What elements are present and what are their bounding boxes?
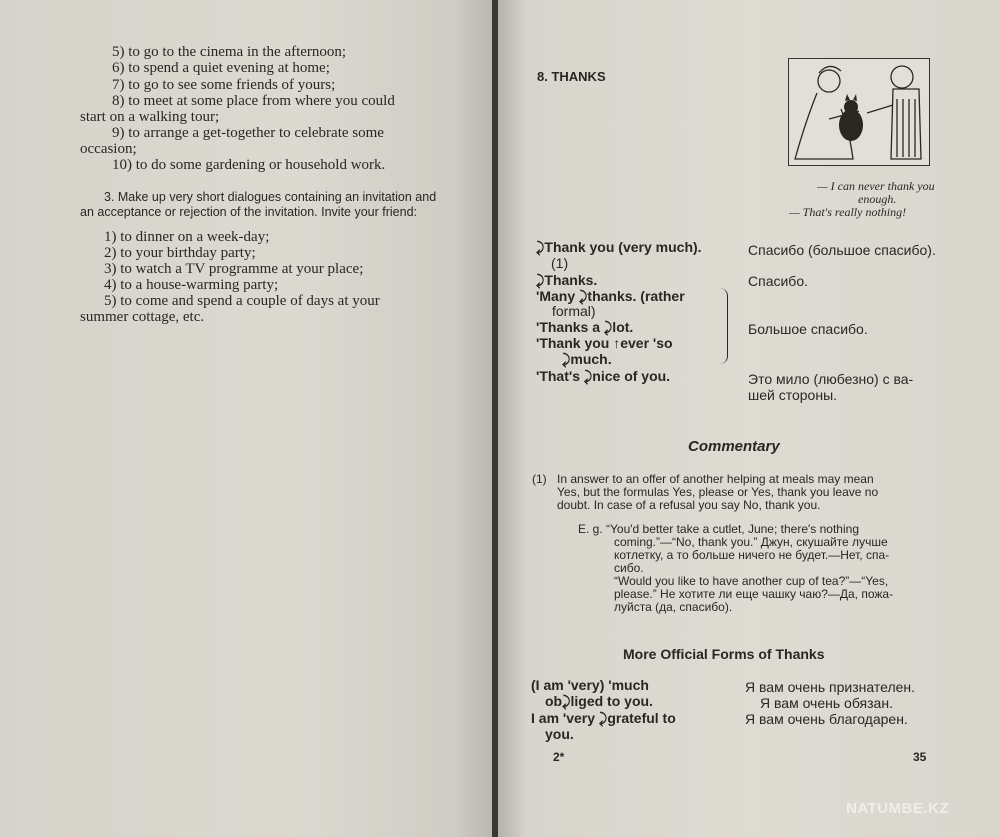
list-item: 7) to go to see some friends of yours; (112, 77, 336, 93)
phrase: (I am 'very) 'much (531, 677, 649, 693)
exercise-instruction: an acceptance or rejection of the invitation. Invite your friend: (80, 205, 417, 219)
translation: Это мило (любезно) с ва- (748, 371, 914, 387)
list-item: occasion; (80, 141, 137, 157)
list-item: 4) to a house-warming party; (104, 277, 279, 293)
example-text: сибо. (614, 561, 644, 575)
translation: Большое спасибо. (748, 321, 868, 337)
illustration-caption: enough. (858, 192, 897, 206)
example-text: coming.”—“No, thank you.” Джун, скушайте лучше (614, 535, 888, 549)
list-item: 3) to watch a TV programme at your place; (104, 261, 364, 277)
phrase: ⤸Thanks. (536, 272, 598, 288)
commentary-text: Yes, but the formulas Yes, please or Yes, thank you leave no (557, 485, 879, 499)
translation: Я вам очень обязан. (760, 695, 893, 711)
phrase: 'Thanks a ⤸lot. (536, 319, 634, 335)
commentary-text: doubt. In case of a refusal you say No, thank you. (557, 498, 821, 512)
translation: Спасибо (большое спасибо). (748, 242, 936, 258)
section-title: 8. THANKS (537, 69, 606, 84)
page-number: 35 (913, 750, 927, 764)
example-text: E. g. “You'd better take a cutlet, June; there's nothing (578, 522, 859, 536)
exercise-instruction: 3. Make up very short dialogues containing an invitation and (104, 190, 437, 204)
list-item: summer cottage, etc. (80, 309, 205, 325)
example-text: please.” Не хотите ли еще чашку чаю?—Да, пожа- (614, 587, 894, 601)
signature-mark: 2* (553, 750, 565, 764)
list-item: start on a walking tour; (80, 109, 220, 125)
footnote-marker: (1) (551, 255, 569, 271)
phrase: 'That's ⤸nice of you. (536, 368, 671, 384)
translation: Я вам очень благодарен. (745, 711, 908, 727)
commentary-text: In answer to an offer of another helping at meals may mean (557, 472, 874, 486)
left-page (0, 0, 494, 837)
grouping-brace (718, 288, 728, 364)
example-text: луйста (да, спасибо). (614, 600, 733, 614)
list-item: 2) to your birthday party; (104, 245, 256, 261)
list-item: 9) to arrange a get-together to celebrate some (112, 125, 384, 141)
illustration-caption: — I can never thank you (817, 179, 935, 193)
commentary-marker: (1) (532, 472, 547, 486)
example-text: “Would you like to have another cup of tea?”—“Yes, (614, 574, 889, 588)
list-item: 6) to spend a quiet evening at home; (112, 60, 330, 76)
phrase: 'Thank you ↑ever 'so (536, 335, 673, 351)
subsection-title: More Official Forms of Thanks (623, 646, 825, 662)
phrase: ob⤸liged to you. (545, 693, 653, 709)
phrase: I am 'very ⤸grateful to (531, 710, 676, 726)
watermark: NATUMBE.KZ (846, 800, 950, 817)
list-item: 5) to come and spend a couple of days at your (104, 293, 380, 309)
phrase: ⤸much. (562, 351, 612, 367)
translation: Я вам очень признателен. (745, 679, 916, 695)
phrase: you. (545, 726, 574, 742)
list-item: 10) to do some gardening or household work. (112, 157, 386, 173)
phrase-note: formal) (552, 303, 596, 319)
phrase: ⤸Thank you (very much). (536, 239, 702, 255)
illustration (788, 58, 930, 166)
phrase: 'Many ⤸thanks. (rather (536, 288, 685, 304)
commentary-title: Commentary (688, 438, 780, 455)
translation: шей стороны. (748, 387, 838, 403)
list-item: 8) to meet at some place from where you could (112, 93, 395, 109)
list-item: 5) to go to the cinema in the afternoon; (112, 44, 347, 60)
example-text: котлетку, а то больше ничего не будет.—Нет, спа- (614, 548, 890, 562)
illustration-caption: — That's really nothing! (789, 205, 907, 219)
list-item: 1) to dinner on a week-day; (104, 229, 270, 245)
translation: Спасибо. (748, 273, 808, 289)
